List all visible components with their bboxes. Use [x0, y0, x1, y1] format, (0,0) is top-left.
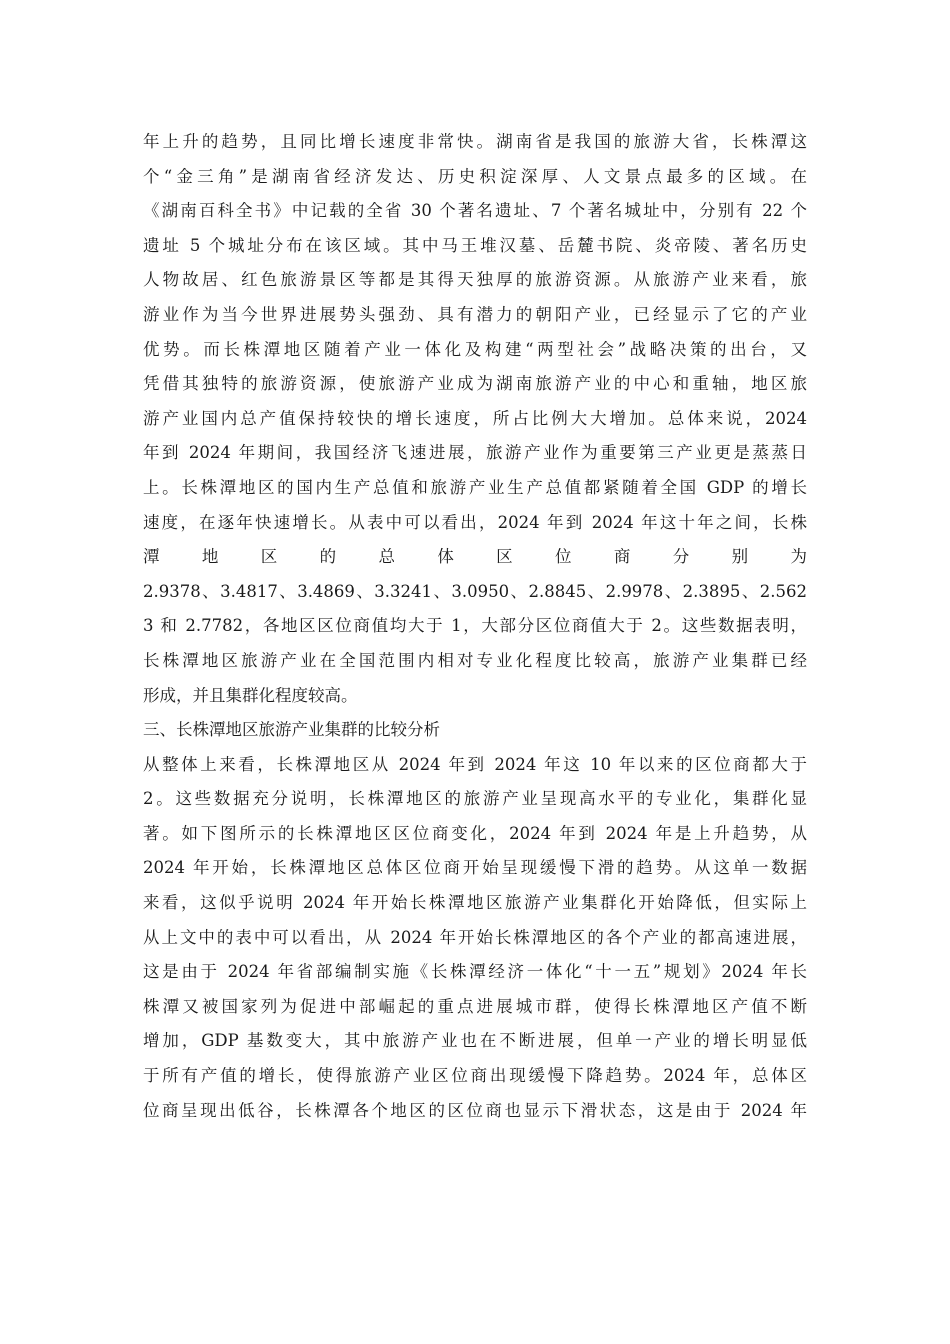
text-line: 遗址 5 个城址分布在该区域。其中马王堆汉墓、岳麓书院、炎帝陵、著名历史 — [143, 235, 807, 255]
text-line: 2024 年开始，长株潭地区总体区位商开始呈现缓慢下滑的趋势。从这单一数据 — [143, 858, 807, 878]
text-line: 速度，在逐年快速增长。从表中可以看出，2024 年到 2024 年这十年之间，长株 — [143, 512, 807, 532]
text-line: 增加，GDP 基数变大，其中旅游产业也在不断进展，但单一产业的增长明显低 — [143, 1031, 807, 1051]
text-line: 年到 2024 年期间，我国经济飞速进展，旅游产业作为重要第三产业更是蒸蒸日 — [143, 443, 807, 463]
text-line: 凭借其独特的旅游资源，使旅游产业成为湖南旅游产业的中心和重轴，地区旅 — [143, 374, 807, 394]
body-text — [143, 125, 807, 1128]
text-line: 这是由于 2024 年省部编制实施《长株潭经济一体化“十一五”规划》2024 年长 — [143, 962, 807, 982]
text-line: 优势。而长株潭地区随着产业一体化及构建“两型社会”战略决策的出台，又 — [143, 339, 807, 359]
text-line: 游业作为当今世界进展势头强劲、具有潜力的朝阳产业，已经显示了它的产业 — [143, 304, 807, 324]
text-line: 从上文中的表中可以看出，从 2024 年开始长株潭地区的各个产业的都高速进展， — [143, 927, 807, 947]
text-line: 年上升的趋势，且同比增长速度非常快。湖南省是我国的旅游大省，长株潭这 — [143, 132, 807, 151]
text-line: 来看，这似乎说明 2024 年开始长株潭地区旅游产业集群化开始降低，但实际上 — [143, 893, 807, 913]
text-line: 形成，并且集群化程度较高。 — [143, 685, 358, 705]
text-line: 从整体上来看，长株潭地区从 2024 年到 2024 年这 10 年以来的区位商都大于 — [143, 754, 807, 774]
section-heading: 三、长株潭地区旅游产业集群的比较分析 — [143, 720, 440, 740]
text-line: 2。这些数据充分说明，长株潭地区的旅游产业呈现高水平的专业化，集群化显 — [143, 789, 807, 809]
text-line: 2.9378、3.4817、3.4869、3.3241、3.0950、2.8845、2.9978、2.3895、2.562 — [143, 581, 807, 601]
text-line: 于所有产值的增长，使得旅游产业区位商出现缓慢下降趋势。2024 年，总体区 — [143, 1066, 807, 1086]
text-line: 潭 地 区 的 总 体 区 位 商 分 别 为 — [143, 547, 807, 567]
text-line: 著。如下图所示的长株潭地区区位商变化，2024 年到 2024 年是上升趋势，从 — [143, 823, 807, 843]
text-line: 个“金三角”是湖南省经济发达、历史积淀深厚、人文景点最多的区域。在 — [143, 166, 807, 186]
text-line: 《湖南百科全书》中记载的全省 30 个著名遗址、7 个著名城址中，分别有 22 个 — [143, 201, 807, 221]
text-line: 人物故居、红色旅游景区等都是其得天独厚的旅游资源。从旅游产业来看，旅 — [143, 270, 807, 290]
text-line: 上。长株潭地区的国内生产总值和旅游产业生产总值都紧随着全国 GDP 的增长 — [143, 477, 807, 497]
text-line: 长株潭地区旅游产业在全国范围内相对专业化程度比较高，旅游产业集群已经 — [143, 650, 807, 670]
text-line: 游产业国内总产值保持较快的增长速度，所占比例大大增加。总体来说，2024 — [143, 408, 807, 428]
text-line: 3 和 2.7782，各地区区位商值均大于 1，大部分区位商值大于 2。这些数据表明， — [143, 616, 807, 636]
text-line: 株潭又被国家列为促进中部崛起的重点进展城市群，使得长株潭地区产值不断 — [143, 996, 807, 1016]
text-line: 位商呈现出低谷，长株潭各个地区的区位商也显示下滑状态，这是由于 2024 年 — [143, 1100, 807, 1120]
